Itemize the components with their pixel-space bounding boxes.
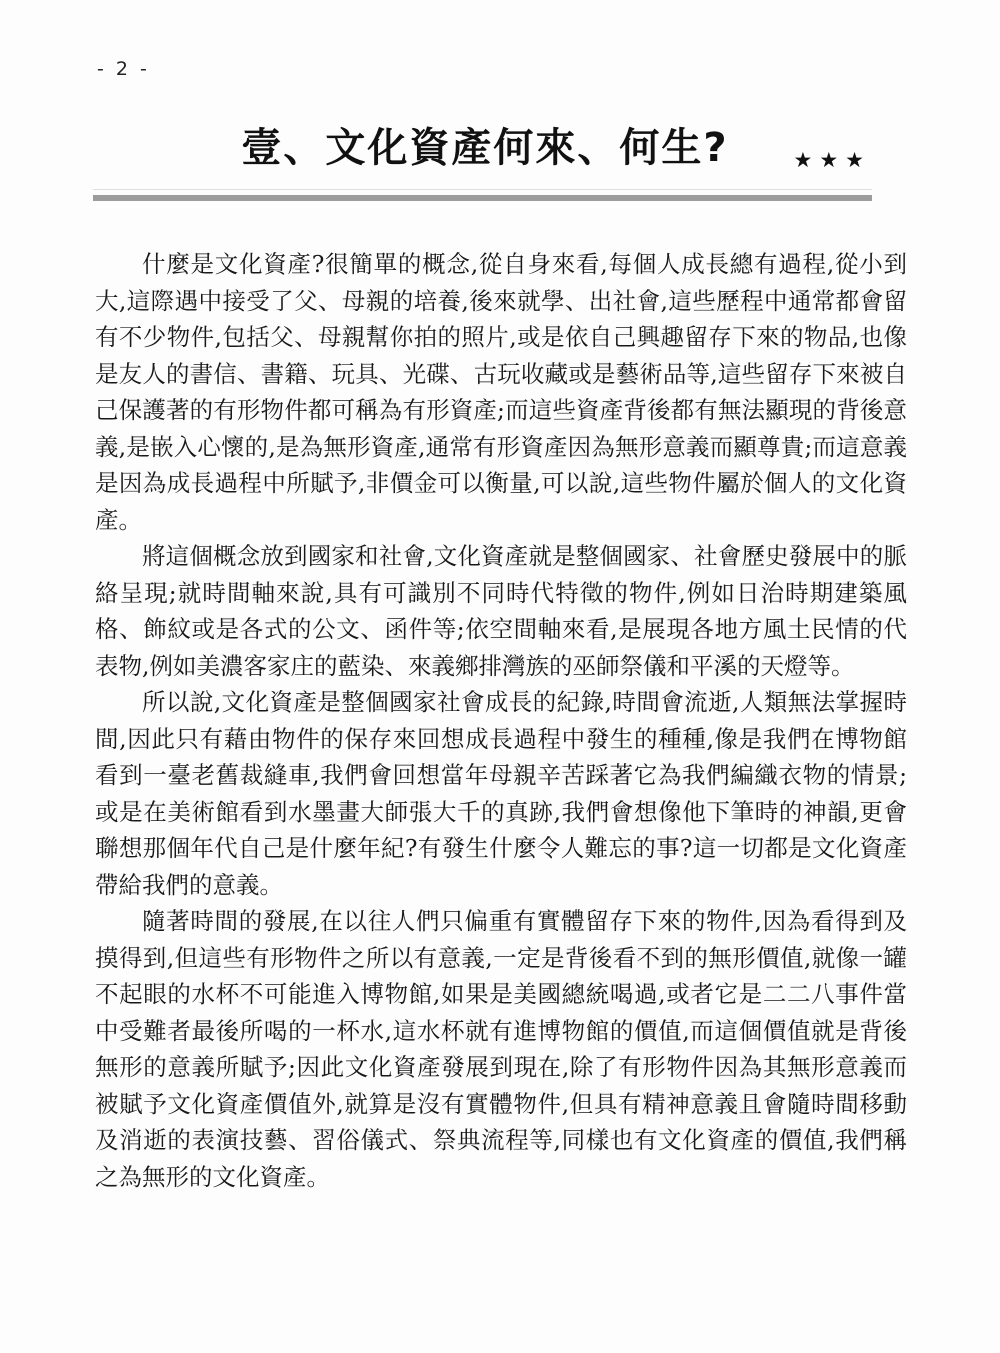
body-paragraph: 將這個概念放到國家和社會,文化資產就是整個國家、社會歷史發展中的脈絡呈現;就時間軸來說,具有可識別不同時代特徵的物件,例如日治時期建築風格、飾紋或是各式的公文、函件等;依空間軸來看,是展現各地方風土民情的代表物,例如美濃客家庄的藍染、來義鄉排灣族的巫師祭儀和平溪的天燈等。: [95, 542, 907, 680]
body-paragraph: 隨著時間的發展,在以往人們只偏重有實體留存下來的物件,因為看得到及摸得到,但這些有形物件之所以有意義,一定是背後看不到的無形價值,就像一罐不起眼的水杯不可能進入博物館,如果是美國總統喝過,或者它是二二八事件當中受難者最後所喝的一杯水,這水杯就有進博物館的價值,而這個價值就是背後無形的意義所賦予;因此文化資產發展到現在,除了有形物件因為其無形意義而被賦予文化資產價值外,就算是沒有實體物件,但具有精神意義且會隨時間移動及消逝的表演技藝、習俗儀式、祭典流程等,同樣也有文化資產的價值,我們稱之為無形的文化資產。: [95, 907, 907, 1191]
body-paragraph: 所以說,文化資產是整個國家社會成長的紀錄,時間會流逝,人類無法掌握時間,因此只有藉由物件的保存來回想成長過程中發生的種種,像是我們在博物館看到一臺老舊裁縫車,我們會回想當年母親辛苦踩著它為我們編織衣物的情景;或是在美術館看到水墨畫大師張大千的真跡,我們會想像他下筆時的神韻,更會聯想那個年代自己是什麼年紀?有發生什麼令人難忘的事?這一切都是文化資產帶給我們的意義。: [95, 688, 907, 899]
body-paragraph: 什麼是文化資產?很簡單的概念,從自身來看,每個人成長總有過程,從小到大,這際遇中接受了父、母親的培養,後來就學、出社會,這些歷程中通常都會留有不少物件,包括父、母親幫你拍的照片,或是依自己興趣留存下來的物品,也像是友人的書信、書籍、玩具、光碟、古玩收藏或是藝術品等,這些留存下來被自己保護著的有形物件都可稱為有形資產;而這些資產背後都有無法顯現的背後意義,是嵌入心懷的,是為無形資產,通常有形資產因為無形意義而顯尊貴;而這意義是因為成長過程中所賦予,非價金可以衡量,可以說,這些物件屬於個人的文化資產。: [95, 250, 907, 534]
body-text: [95, 246, 907, 1195]
stars-icon: ★★★: [793, 148, 871, 172]
section-header: [95, 126, 907, 186]
page-number: - 2 -: [97, 58, 150, 80]
title-divider-thin: [93, 189, 872, 190]
title-divider: [93, 195, 872, 201]
section-title: 壹、文化資產何來、何生?: [241, 125, 729, 171]
